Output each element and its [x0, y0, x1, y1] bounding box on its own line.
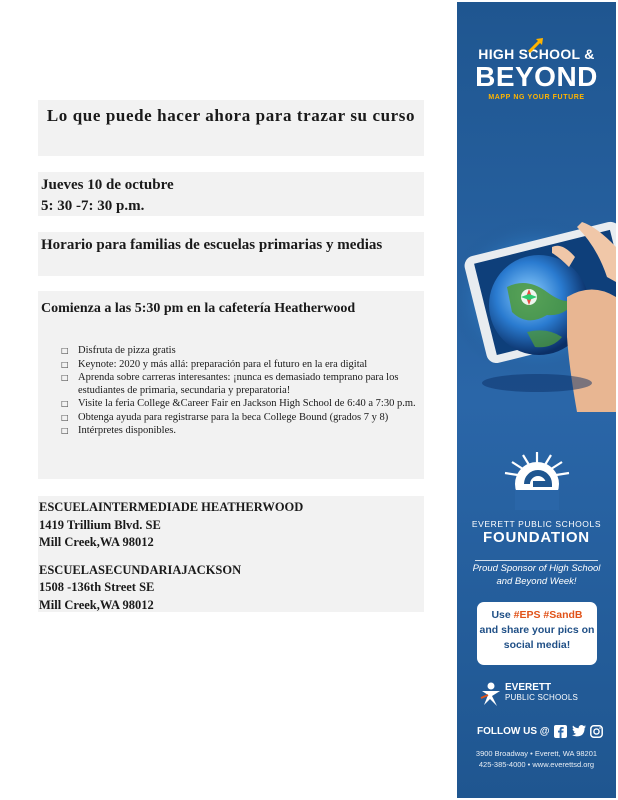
audience-block: [38, 232, 424, 276]
event-date-block: [38, 172, 424, 216]
bullet-icon: □: [61, 426, 69, 435]
eps-foundation-logo: EVERETT PUBLIC SCHOOLS FOUNDATION: [457, 448, 616, 547]
school-address: [39, 499, 424, 552]
address-block: [38, 496, 424, 612]
sponsor-text: Proud Sponsor of High School and Beyond Week!: [472, 563, 601, 587]
agenda-item: □ Obtenga ayuda para registrarse para la beca College Bound (grados 7 y 8): [61, 411, 389, 423]
contact-info: [457, 748, 616, 770]
agenda-item: □ Disfruta de pizza gratis: [61, 345, 176, 356]
agenda-item: □ Visite la feria College &Career Fair en Jackson High School de 6:40 a 7:30 p.m.: [61, 398, 416, 409]
sunburst-logo-icon: [497, 448, 577, 510]
school-address: [39, 562, 424, 615]
person-logo-icon: [479, 681, 503, 707]
bullet-icon: □: [61, 346, 69, 355]
agenda-block: [38, 291, 424, 479]
event-time: 5: 30 -7: 30 p.m.: [41, 198, 145, 214]
bullet-icon: □: [61, 412, 69, 422]
school-name: ESCUELAINTERMEDIADE HEATHERWOOD: [39, 500, 304, 514]
agenda-item: □ Keynote: 2020 y más allá: preparación para el futuro en la era digital: [61, 358, 368, 370]
bullet-icon: □: [61, 399, 69, 408]
follow-us-row: [477, 722, 607, 740]
school-street: 1419 Trillium Blvd. SE: [39, 517, 161, 532]
instagram-icon[interactable]: [590, 724, 604, 738]
tablet-globe-illustration: [457, 187, 616, 412]
divider: [475, 560, 598, 561]
high-school-beyond-logo: HIGH SCHOOL & BEYOND MAPP NG YOUR FUTURE: [475, 46, 598, 101]
flyer-title-block: [38, 100, 424, 156]
start-location: Comienza a las 5:30 pm en la cafetería Heatherwood: [41, 301, 356, 316]
flyer-title: Lo que puede hacer ahora para trazar su curso: [46, 106, 416, 125]
twitter-icon[interactable]: [572, 724, 586, 738]
social-hashtag-box: Use #EPS #SandB and share your pics on social media!: [477, 602, 597, 665]
school-city: Mill Creek,WA 98012: [39, 535, 154, 549]
rising-arrow-icon: [527, 36, 547, 54]
bullet-icon: □: [61, 373, 69, 382]
school-name: ESCUELASECUNDARIAJACKSON: [39, 562, 242, 577]
eps-footer-logo: EVERETT PUBLIC SCHOOLS: [479, 681, 599, 711]
follow-label: FOLLOW US @: [477, 725, 550, 737]
address-line: 3900 Broadway • Everett, WA 98201: [475, 749, 598, 758]
school-street: 1508 -136th Street SE: [39, 580, 155, 594]
agenda-item: □ Intérpretes disponibles.: [61, 425, 176, 436]
agenda-item: □ Aprenda sobre carreras interesantes: ¡nunca es demasiado temprano para los estudiantes de primaria, secundaria y preparatoria!: [61, 372, 399, 396]
bullet-icon: □: [61, 359, 69, 369]
event-date: Jueves 10 de octubre: [41, 177, 174, 193]
hashtag: #EPS #SandB: [513, 609, 583, 621]
phone-web-line: 425-385-4000 • www.everettsd.org: [478, 760, 595, 769]
facebook-icon[interactable]: [554, 724, 568, 738]
school-city: Mill Creek,WA 98012: [39, 597, 154, 612]
audience-text: Horario para familias de escuelas primarias y medias: [41, 237, 383, 253]
agenda-list: [61, 345, 421, 438]
sidebar-banner: [457, 2, 616, 798]
